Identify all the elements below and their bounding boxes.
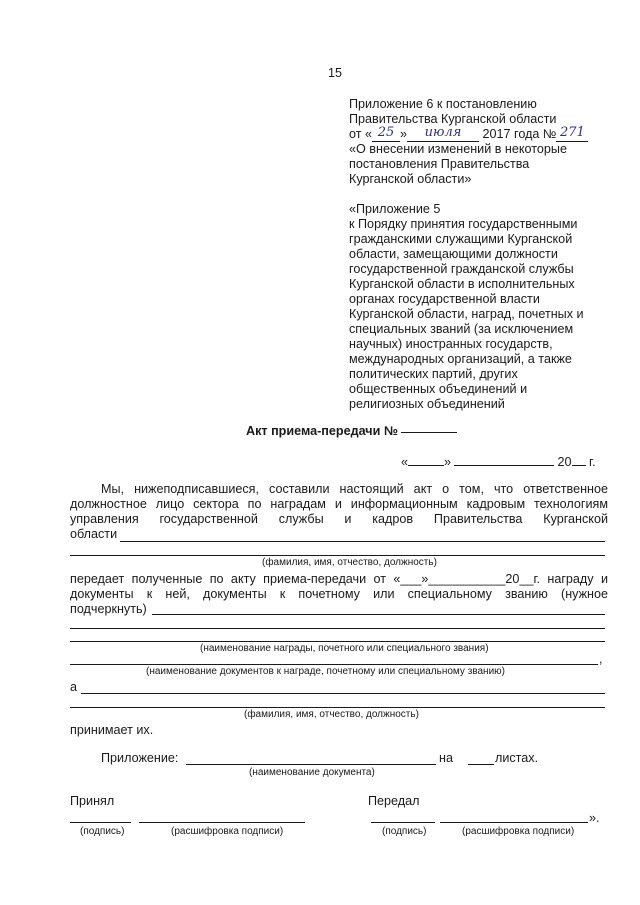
appendix5-line: научных) иностранных государств, (349, 337, 553, 351)
transferred-signature-field[interactable] (371, 822, 435, 823)
recipient-field-line2[interactable] (70, 707, 605, 708)
caption-fio-2: (фамилия, имя, отчество, должность) (244, 709, 419, 720)
caption-signature-accepted: (подпись) (80, 826, 125, 837)
appendix5-block (349, 202, 584, 412)
appendix5-line: общественных объединений и (349, 382, 528, 396)
award-field-line3[interactable] (70, 641, 605, 642)
caption-docs: (наименование документов к награде, почетному или специальному званию) (146, 666, 505, 677)
transferred-label: Передал (368, 794, 420, 808)
handwritten-month: июля (424, 125, 462, 140)
org-field-line2[interactable] (70, 555, 605, 556)
date-open-quote: « (401, 455, 409, 469)
appendix5-line: к Порядку принятия государственными (349, 217, 578, 231)
attachment-label: Приложение: (101, 751, 179, 765)
page-number: 15 (328, 66, 343, 80)
appendix5-line: специальных званий (за исключением (349, 322, 574, 336)
appendix-header-line6: Курганской области» (349, 172, 472, 186)
caption-fio-1: (фамилия, имя, отчество, должность) (262, 557, 437, 568)
docs-comma: , (599, 652, 603, 666)
date-year-suffix: г. (589, 455, 596, 469)
appendix5-line: Курганской области, наград, почетных и (349, 307, 584, 321)
date-year-field[interactable] (572, 465, 586, 466)
appendix5-line: области, замещающими должности (349, 247, 558, 261)
date-month-field[interactable] (454, 465, 554, 466)
accepted-label: Принял (70, 794, 115, 808)
transferred-decode-field[interactable] (440, 822, 588, 823)
award-field-line2[interactable] (70, 628, 605, 629)
appendix-header-line4: «О внесении изменений в некоторые (349, 142, 567, 156)
recipient-field-line1[interactable] (81, 693, 605, 694)
appendix-header-line5: постановления Правительства (349, 157, 530, 171)
act-title (246, 424, 457, 439)
para2-line3: подчеркнуть) (70, 602, 147, 616)
accepted-signature-field[interactable] (70, 822, 131, 823)
para1-line1: Мы, нижеподписавшиеся, составили настоящий акт о том, что ответственное (101, 482, 608, 496)
appendix5-line: Курганской области в исполнительных (349, 277, 575, 291)
docs-field-line[interactable] (70, 664, 598, 665)
caption-award: (наименование награды, почетного или специального звания) (200, 643, 489, 654)
award-field-line1[interactable] (152, 614, 605, 615)
act-number-field[interactable] (401, 432, 457, 433)
appendix5-line: религиозных объединений (349, 397, 505, 411)
caption-signature-transferred: (подпись) (382, 826, 427, 837)
para2-line2: документы к ней, документы к почетному или специальному званию (нужное (70, 587, 608, 601)
appendix5-line: «Приложение 5 (349, 202, 441, 216)
appendix5-line: органах государственной власти (349, 292, 540, 306)
date-mid: » (400, 127, 408, 141)
attachment-na: на (439, 751, 453, 765)
org-field-line1[interactable] (120, 541, 605, 542)
para1-line3: управления государственной службы и кадров Правительства Курганской (70, 512, 608, 526)
a-label: а (70, 680, 78, 694)
attachment-name-field[interactable] (186, 764, 436, 765)
para1-line2: должностное лицо сектора по наградам и информационным кадровым технологиям (70, 497, 608, 511)
para2-line1: передает полученные по акту приема-передачи от «___»___________20__г. награду и (70, 572, 608, 586)
act-title-text: Акт приема-передачи № (246, 424, 398, 438)
date-close-quote: » (444, 455, 452, 469)
caption-decode-accepted: (расшифровка подписи) (171, 826, 284, 837)
handwritten-number: 271 (560, 125, 585, 140)
date-day-field[interactable] (408, 465, 444, 466)
accepts-text: принимает их. (70, 723, 154, 737)
caption-doc-name: (наименование документа) (249, 767, 375, 778)
appendix5-line: международных организаций, а также (349, 352, 572, 366)
appendix5-line: гражданскими служащими Курганской (349, 232, 573, 246)
caption-decode-transferred: (расшифровка подписи) (462, 826, 575, 837)
accepted-decode-field[interactable] (139, 822, 305, 823)
para1-line4: области (70, 527, 118, 541)
date-year: 2017 года № (482, 127, 557, 141)
date-prefix: от « (349, 127, 372, 141)
end-mark: ». (589, 811, 600, 825)
appendix5-line: государственной гражданской службы (349, 262, 574, 276)
appendix-header-line1: Приложение 6 к постановлению (349, 97, 537, 111)
act-date (401, 455, 596, 470)
attachment-sheets: листах. (495, 751, 539, 765)
handwritten-day: 25 (377, 125, 395, 140)
attachment-sheets-field[interactable] (468, 764, 494, 765)
appendix5-line: политических партий, других (349, 367, 518, 381)
appendix-header-line2: Правительства Курганской области (349, 112, 557, 126)
date-year-prefix: 20 (557, 455, 572, 469)
